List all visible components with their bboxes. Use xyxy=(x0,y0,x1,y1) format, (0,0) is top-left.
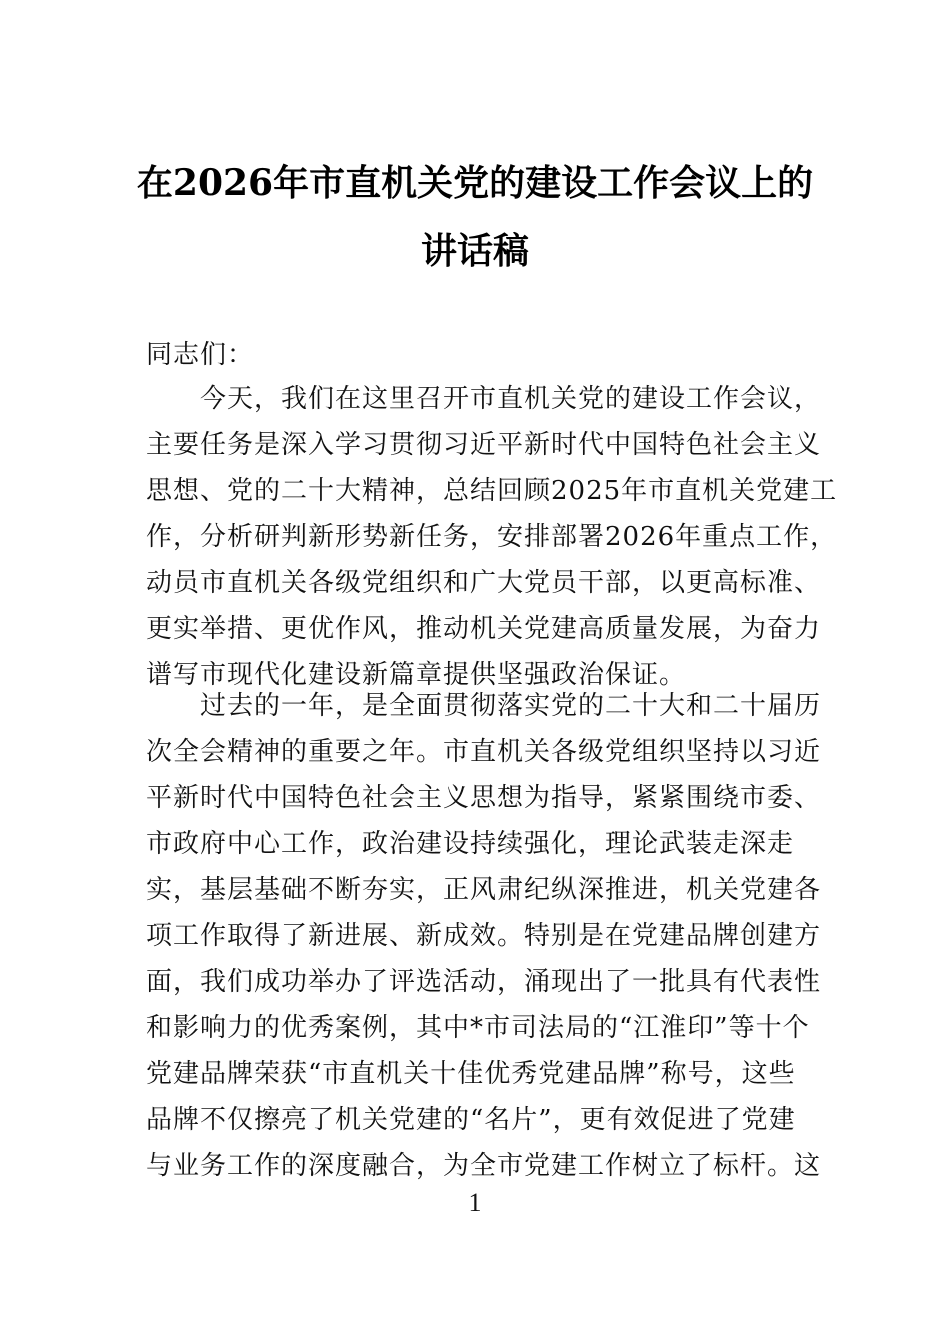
salutation: 同志们： xyxy=(146,340,255,370)
paragraph-line: 和影响力的优秀案例，其中*市司法局的“江淮印”等十个 xyxy=(146,1013,810,1043)
paragraph-line: 项工作取得了新进展、新成效。特别是在党建品牌创建方 xyxy=(146,921,822,951)
paragraph-line: 市政府中心工作，政治建设持续强化，理论武装走深走 xyxy=(146,829,795,859)
paragraph-line: 动员市直机关各级党组织和广大党员干部，以更高标准、 xyxy=(146,568,822,598)
paragraph-line: 今天，我们在这里召开市直机关党的建设工作会议， xyxy=(146,384,822,414)
paragraph-line: 谱写市现代化建设新篇章提供坚强政治保证。 xyxy=(146,660,687,690)
paragraph-line: 面，我们成功举办了评选活动，涌现出了一批具有代表性 xyxy=(146,967,822,997)
paragraph-line: 更实举措、更优作风，推动机关党建高质量发展，为奋力 xyxy=(146,614,822,644)
paragraph-line: 与业务工作的深度融合，为全市党建工作树立了标杆。这 xyxy=(146,1151,822,1181)
document-title-line-2: 讲话稿 xyxy=(420,230,529,272)
paragraph-1 xyxy=(146,377,838,699)
paragraph-line: 平新时代中国特色社会主义思想为指导，紧紧围绕市委、 xyxy=(146,783,822,813)
paragraph-2 xyxy=(146,684,822,1190)
paragraph-line: 过去的一年，是全面贯彻落实党的二十大和二十届历 xyxy=(146,691,822,721)
paragraph-line: 思想、党的二十大精神，总结回顾2025年市直机关党建工 xyxy=(146,476,838,506)
paragraph-line: 实，基层基础不断夯实，正风肃纪纵深推进，机关党建各 xyxy=(146,875,822,905)
paragraph-line: 党建品牌荣获“市直机关十佳优秀党建品牌”称号，这些 xyxy=(146,1059,796,1089)
paragraph-line: 作，分析研判新形势新任务，安排部署2026年重点工作， xyxy=(146,522,838,552)
paragraph-line: 品牌不仅擦亮了机关党建的“名片”，更有效促进了党建 xyxy=(146,1105,796,1135)
paragraph-line: 主要任务是深入学习贯彻习近平新时代中国特色社会主义 xyxy=(146,430,822,460)
paragraph-line: 次全会精神的重要之年。市直机关各级党组织坚持以习近 xyxy=(146,737,822,767)
page-number: 1 xyxy=(468,1188,482,1217)
document-title-line-1: 在2026年市直机关党的建设工作会议上的 xyxy=(136,162,814,204)
